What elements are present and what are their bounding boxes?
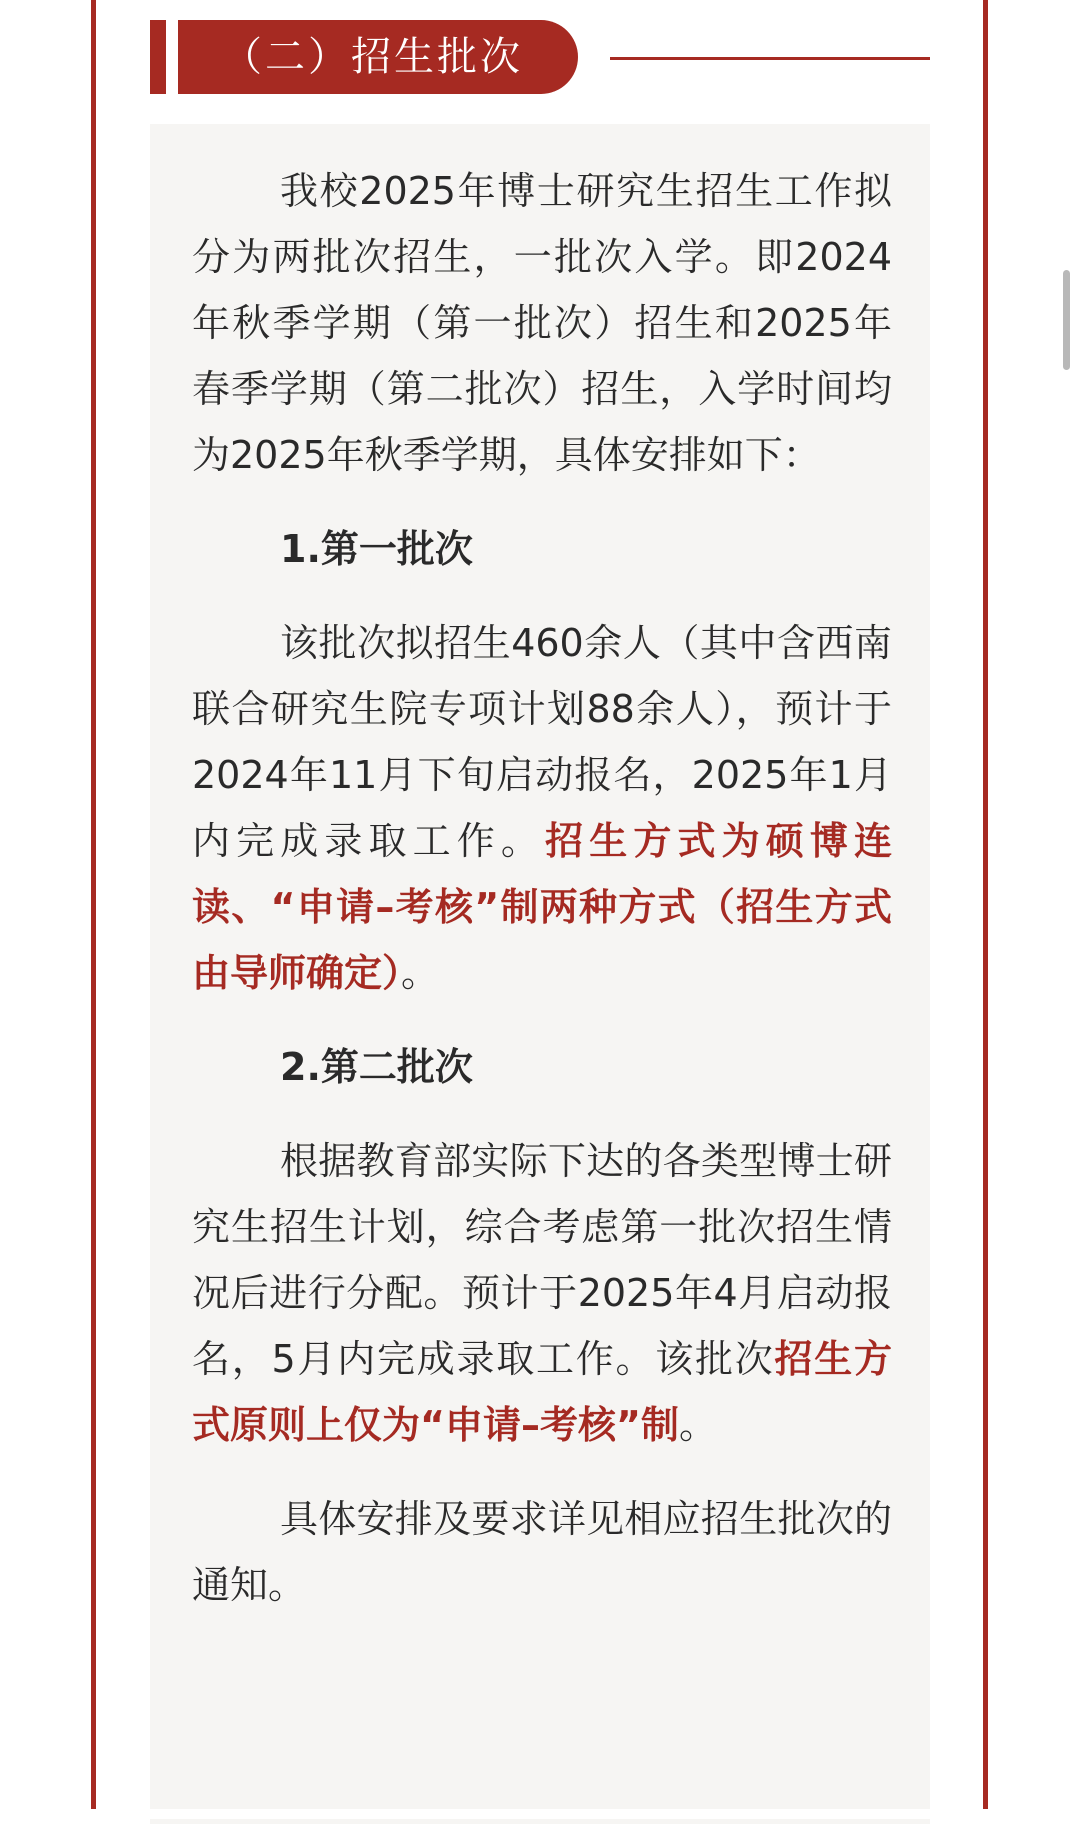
article-body: [192, 158, 892, 1618]
content-panel: [150, 124, 930, 1824]
batch2-paragraph: [192, 1128, 892, 1458]
batch1-tail: 。: [401, 951, 440, 995]
intro-paragraph: 我校2025年博士研究生招生工作拟分为两批次招生，一批次入学。即2024年秋季学期（第一批次）招生和2025年春季学期（第二批次）招生，入学时间均为2025年秋季学期，具体安排如下：: [192, 169, 892, 477]
batch2-highlight: 招生方式原则上仅为“申请–考核”制: [192, 1337, 892, 1447]
section-header-rule: [610, 57, 930, 60]
left-frame-line: [91, 0, 96, 1819]
batch1-text: 该批次拟招生460余人（其中含西南联合研究生院专项计划88余人），预计于2024年11月下旬启动报名，2025年1月内完成录取工作。: [192, 621, 892, 863]
batch2-tail: 。: [678, 1403, 717, 1447]
batch2-text: 根据教育部实际下达的各类型博士研究生招生计划，综合考虑第一批次招生情况后进行分配。预计于2025年4月启动报名，5月内完成录取工作。该批次: [192, 1139, 892, 1381]
paragraph-gap: [192, 1458, 892, 1486]
section-title: （二）招生批次: [222, 34, 523, 80]
closing-paragraph: 具体安排及要求详见相应招生批次的通知。: [192, 1497, 892, 1607]
scrollbar-thumb[interactable]: [1063, 270, 1070, 370]
section-header: [178, 20, 578, 94]
right-frame-line: [983, 0, 988, 1819]
batch1-paragraph: [192, 610, 892, 1006]
section-header-accent-bar: [150, 20, 166, 94]
batch1-heading: 1.第一批次: [280, 527, 473, 571]
bottom-edge: [0, 1809, 1080, 1819]
batch1-highlight: 招生方式为硕博连读、“申请–考核”制两种方式（招生方式由导师确定）: [192, 819, 892, 995]
batch2-heading: 2.第二批次: [280, 1045, 473, 1089]
